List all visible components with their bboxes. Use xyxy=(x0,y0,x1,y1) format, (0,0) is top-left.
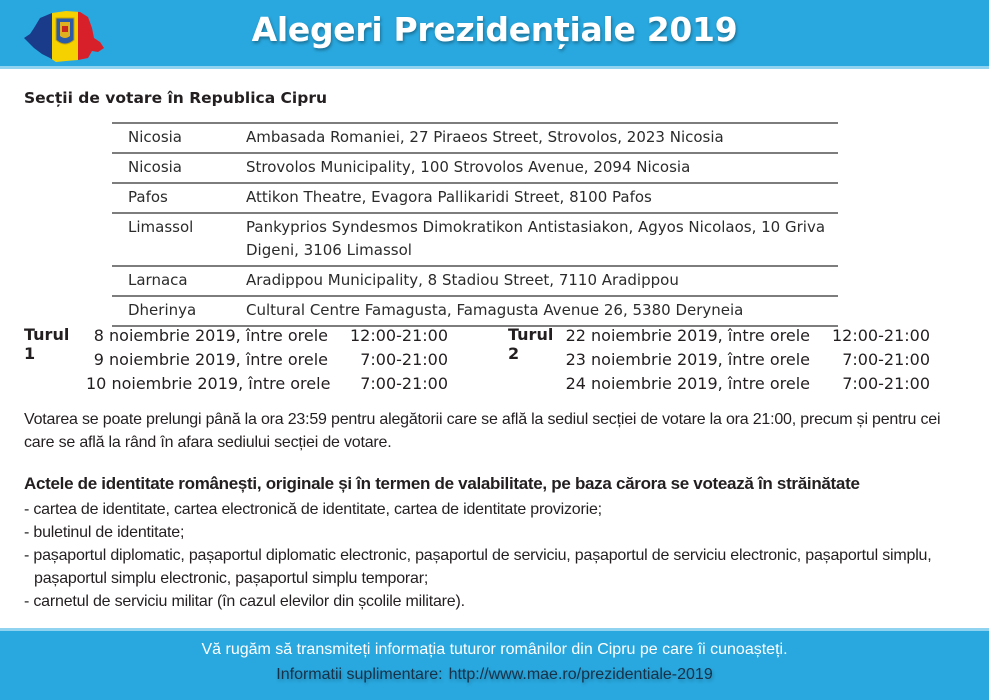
stations-heading: Secții de votare în Republica Cipru xyxy=(24,89,328,107)
schedule-date: 9 noiembrie 2019, între orele xyxy=(93,350,328,369)
station-city: Nicosia xyxy=(128,158,182,176)
schedule-date: 10 noiembrie 2019, între orele xyxy=(86,374,331,393)
round-label: Turul 2 xyxy=(508,325,554,363)
station-city: Pafos xyxy=(128,188,168,206)
footer-more-info xyxy=(0,666,989,684)
footer-banner xyxy=(0,628,989,700)
table-row xyxy=(112,153,838,183)
id-documents-list xyxy=(24,498,974,613)
schedule-day xyxy=(565,373,930,397)
station-city: Limassol xyxy=(128,218,194,236)
extension-note: Votarea se poate prelungi până la ora 23:59 pentru alegătorii care se află la sediul secției de votare la ora 21:00, precum și pentru cei care se află la rând în afara sediului secției de votare. xyxy=(24,411,941,451)
station-address: Pankyprios Syndesmos Dimokratikon Antistasiakon, Agyos Nicolaos, 10 Griva Digeni, 3106 Limassol xyxy=(246,218,826,259)
station-address: Ambasada Romaniei, 27 Piraeos Street, Strovolos, 2023 Nicosia xyxy=(246,128,724,146)
schedule-day xyxy=(86,325,448,349)
schedule-hours: 7:00-21:00 xyxy=(842,374,930,393)
schedule-day xyxy=(86,373,448,397)
page-title: Alegeri Prezidențiale 2019 xyxy=(251,10,738,49)
id-documents-heading: Actele de identitate românești, originale și în termen de valabilitate, pe baza cărora se votează în străinătate xyxy=(24,474,860,493)
polling-stations-table xyxy=(112,122,838,327)
table-row xyxy=(112,123,838,153)
station-city: Dherinya xyxy=(128,301,197,319)
station-address: Aradippou Municipality, 8 Stadiou Street, 7110 Aradippou xyxy=(246,271,679,289)
list-item: - carnetul de serviciu militar (în cazul elevilor din școlile militare). xyxy=(24,593,465,610)
station-address: Cultural Centre Famagusta, Famagusta Avenue 26, 5380 Deryneia xyxy=(246,301,744,319)
table-row xyxy=(112,296,838,326)
more-info-link[interactable]: http://www.mae.ro/prezidentiale-2019 xyxy=(448,666,713,683)
schedule-hours: 12:00-21:00 xyxy=(350,326,448,345)
schedule-day xyxy=(565,325,930,349)
table-row xyxy=(112,213,838,266)
station-city: Nicosia xyxy=(128,128,182,146)
table-row xyxy=(112,266,838,296)
schedule-hours: 7:00-21:00 xyxy=(842,350,930,369)
footer-appeal: Vă rugăm să transmiteți informația tuturor românilor din Cipru pe care îi cunoașteți. xyxy=(201,641,788,658)
schedule-date: 23 noiembrie 2019, între orele xyxy=(565,350,810,369)
table-row xyxy=(112,183,838,213)
more-info-label: Informatii suplimentare: xyxy=(276,666,443,683)
station-city: Larnaca xyxy=(128,271,188,289)
list-item: - buletinul de identitate; xyxy=(24,524,185,541)
list-item: - pașaportul diplomatic, pașaportul diplomatic electronic, pașaportul de serviciu, pașaportul de serviciu electronic, pașaportul simplu, pașaportul simplu electronic, pașaportul simplu temporar; xyxy=(24,547,932,587)
schedule-date: 24 noiembrie 2019, între orele xyxy=(565,374,810,393)
schedule-day xyxy=(565,349,930,373)
schedule-hours: 12:00-21:00 xyxy=(832,326,930,345)
schedule-day xyxy=(86,349,448,373)
schedule-hours: 7:00-21:00 xyxy=(360,374,448,393)
round-label: Turul 1 xyxy=(24,325,70,363)
schedule-date: 8 noiembrie 2019, între orele xyxy=(93,326,328,345)
schedule-date: 22 noiembrie 2019, între orele xyxy=(565,326,810,345)
header-banner xyxy=(0,0,989,69)
station-address: Strovolos Municipality, 100 Strovolos Avenue, 2094 Nicosia xyxy=(246,158,691,176)
schedule-hours: 7:00-21:00 xyxy=(360,350,448,369)
station-address: Attikon Theatre, Evagora Pallikaridi Street, 8100 Pafos xyxy=(246,188,652,206)
list-item: - cartea de identitate, cartea electronică de identitate, cartea de identitate provizorie; xyxy=(24,501,602,518)
